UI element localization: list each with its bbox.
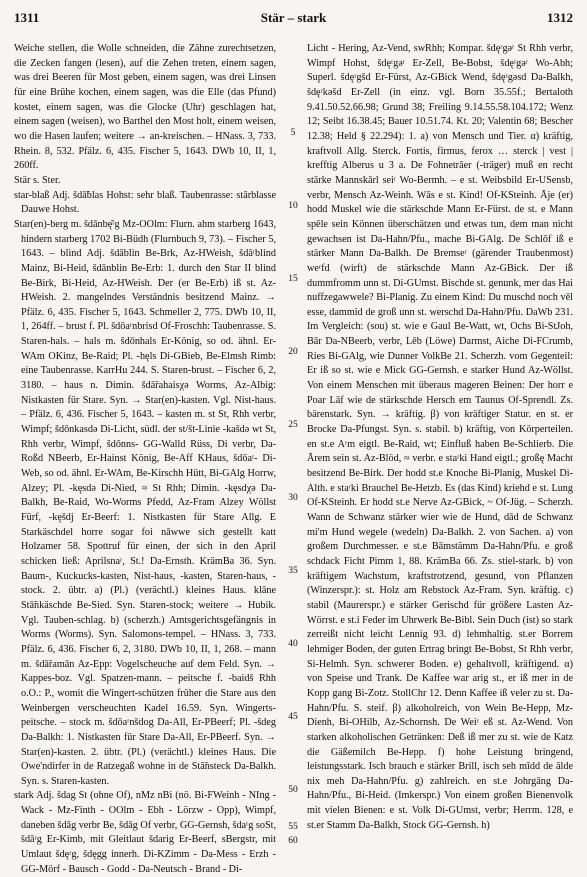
- column-left: [14, 42, 277, 875]
- line-number: 30: [288, 493, 298, 503]
- line-number: 40: [288, 639, 298, 649]
- page-number-left: 1311: [14, 10, 40, 25]
- entry-stark: stark Adj. šdag St (ohne Of), nMz nBi (nö. Bi-FWeinh - NIng - Wack - Mz-Finth - OOlm - Ebh - Lörzw - Opp), Wimpf, daneben šdāg verbr Be, šdāg Of verbr, GG-Gernsh, šdaʳg soSt, šdāʳg Er-Kimb, mit Gleitlaut šdarig Er-Beerf, sBergstr, mit Umlaut šdęʳg, šdęgg innerh. Di-KZimm - Da-Mess - Erzh - GG-Mörf - Bausch - Godd - Da-Neutsch - Brand - Di-: [14, 790, 277, 875]
- line-number: 55: [288, 822, 298, 832]
- entry-continuation: Weiche stellen, die Wolle schneiden, die Zähne zurechtsetzen, die Zecken fangen (lesen), auf die Zehen treten, einem sagen, was drei Beeren für Most geben, einem sagen, was drei Linsen für eine Brühe kochen, einem sagen, was die Elle (das Pfund) kostet, einem sagen, was die Glocke (Uhr) geschlagen hat, einem sagen (weisen), wo Barthel den Most holt, einem weisen, wo die Hasen laufen; weitere → an-kreischen. – HNass. 3, 733. Rhein. 8, 532. Pfälz. 6, 435. Fischer 5, 1643. DWb 10, II, 1, 260ff.: [14, 43, 276, 172]
- line-number: 15: [288, 274, 298, 284]
- entry-star-blass: star-blaß Adj. šdā̃blas Hohst: sehr blaß. Taubenrasse: stārblasse Dauwe Hohst.: [14, 189, 276, 216]
- line-number: 20: [288, 347, 298, 357]
- running-headword: Stär – stark: [260, 10, 327, 25]
- line-number: 45: [288, 712, 298, 722]
- page-header: [14, 10, 573, 30]
- line-number: 60: [288, 836, 298, 846]
- entry-stark-continuation: Licht - Hering, Az-Vend, swRhh; Kompar. šdęʳgəʳ St Rhh verbr, Wimpf Hohst, šdęʳgəʳ Er-Zell, Be-Bobst, šdęʳgəʳ Wo-Abh; Superl. šdęʳgšd Er-Fürst, Az-GBick Wend, šdęʳgəsd Da-Balkh, šdęʳkəšd Er-Zell (in einz. vgl. Born 35.55f.; Bertaloth 9.41.50.52.66.98; Grund 38; Freiling 9.14.55.58.104.172; Wenz 12; Seibt 16.38.45; Bauer 10.51.74. Kt. 20; Valentin 68; Bescher 12.38; Held § 22.294): 1. a) von Mensch und Tier. α) kräftig, kraftvoll Allg. Sterck. Fortis, firmus, ferox … sterck | vest | krefftig Alberus u 3 a. De Fohnetrāer (-träger) muß en recht stārke Mannskārl seiʳ Wo-Bermh. – e st. Weibsbild Er-USensb, verbr, Mensch Az-Weinh. Wās e st. Kind! Of-KSteinh. Āje (er) hodd Muskel wie die stärkschde Mann Er-Fürst. de st. e Mann spēle sein Können überschätzen und etwas tun, dem man nicht gewachsen ist Da-Hahn/Pfu., mache Bi-GAlg. De Schlōf iß e stärker Mann Da-Balkh. De Bremseʳ (gärender Traubenmost) weʳfd (wirft) de stärkschde Mann Az-GBick. Der iß dummfromm unn st. Di-GUmst. Bischde st. genunk, mer das Hai nuffzegawwele? Bi-Planig. Zu einem Kind: Du muschd noch vēl esse, dammid de groß unn st. werschd Da-Hahn/Pfu. DaWb 231. Im Vergleich: (sou) st. wie e Gaul Be-Watt, wt, Ochs Bi-StJoh, Bār Da-NBeerb, verbr, Lēb (Löwe) Darmst, Aiche Di-FCrumb, Ries Bi-GAlg, wie Dunner VolkBe 21. Scherzh. vom Gegenteil: Er iß so st. wie e Mick GG-Gernsh. e starker Hund Az-Wöllst. Von einem Menschen mit überaus mageren Beinen: Der horr e Poar Lāf wie de stärkschde Hersch em Taunus Of-Sprendl. Zs. bärenstark. Syn. → kräftig. β) von kräftiger Statur. en st. er Brocke Da-Pfungst. Syn. s. stabil. b) kräftig, von Körperteilen. en st.e Aʳm eigtl. Be-Raid, wt; Einfluß haben Be-Schlierb. Die Ārem sein st. Az-Blöd, ≈ verbr. e staʳki Hand eigtl.; großę Macht besitzend Be-Birk. Der hodd st.e Knoche Bi-Planig, Muskel Di-Alth. e staʳki Brauchel Be-Hetzb. Es (das Kind) kriehd e st. Lung Of-KSteinh. Er hodd st.e Nerve Az-GBick, ~ Of-Jüg. – Scherzh. Wann de Schwanz stärker wier wie de Hund, dād de Schwanz mi'm Hund wegele (wedeln) Da-Balkh. 2. von Sachen. a) von großem Durchmesser. e st.e Bāmstämm Da-Hahn/Pfu. e groß schdack Ficht Pimm 1, 88. KrämBa 66. Zs. stiel-stark. b) von kräftigem Wachstum, kraftstrotzend, gesund, von Pflanzen (Winzerspr.): st. Holz am Rebstock Az-Fram. Syn. kräftig. c) stabil (Maurerspr.) e stärker Gerischd für größere Lasten Az-Wörrst. e st.i Feder im Uhrwerk Be-Bibl. Sein Duch (ist) so stark zerreißt nicht leicht Lennig 93. d) lehmhaltig. st.er Borrem lehmiger Boden, der guten Ertrag bringt Be-Bobst, St Rhh verbr, Si-Helmh. Syn. schwerer Boden. e) gehaltvoll, kräftigend. α) von Speise und Trank. De Kaffee war arig st., er iß mer in de Kopp gang Bi-Zotz. StollChr 12. Denn Kaffee iß veler zu st. Da-Hahn/Pfu. S. steif. β) alkoholreich, von Wein Be-Hepp, Mz-Dienh, Bi-OHilb, Az-Schornsh. De Weiʳ eß st. Az-Wend. Von starken alkoholischen Getränken: Deß iß mer zu st. wie de Katz die Gäßemilch Be-Hepp. f) hohe Leistung bringend, leistungsstark. Isch brauch e stärker Brill, isch seh mīdd de ālde nix meh Da-Hahn/Pfu. g) zahlreich. en st.e Johrgāng Da-Hahn/Pfu., Bi-Heid. (Imkerspr.) Von einem großen Bienenvolk mit vielen Bienen: e st. Volk Di-GUmst, verbr; Herrm. 128, e st.er Stamm Da-Balkh, Stock GG-Gernsh. h): [307, 43, 573, 831]
- column-right: [307, 42, 573, 848]
- page-number-right: 1312: [547, 10, 573, 25]
- line-number: 50: [288, 785, 298, 795]
- entry-star: Stär s. Ster.: [14, 174, 61, 186]
- line-number: 10: [288, 201, 298, 211]
- line-number: 25: [288, 420, 298, 430]
- entry-star-compounds: Star(en)-berg m. šdānbę͂ʳg Mz-OOlm: Flurn. ahm starberg 1643, hindern starberg 1702 Bi-Büdh (Flurnbuch 9, 73). – Fischer 5, 1643. – blind Adj. šdāblin Be-Brk, Az-HWeish, šdāʳblind Mainz, Bi-Heid, šdānblin Be-Erb: 1. durch den Star II blind Be-Birk, Bi-Heid, Az-HWeish. Der (er Be-Erb) iß st. Az-HWeish. 2. mangelndes Verständnis besitzend Mainz. → Pfälz. 6, 435. Fischer 5, 1643. Schmeller 2, 775. DWb 10, II, 1, 264ff. – brust f. Pl. šdōaʳnbrisd Of-Froschh: Taubenrasse. S. Staren-hals. – hals m. šdōnhals Er-König, so od. ähnl. Er-WAm OKinz, Be-Raid; Pl. -hęls Di-GBieb, Be-Elmsh Rimb: eine Taubenrasse. KarrHu 244. S. Staren-brust. – Fischer 6, 2, 3180. – haus n. Dimin. šdā̃rahaisχə Worms, Az-Albig: Nistkasten für Stare. Syn. → Star(en)-kasten. Vgl. Nist-haus. – Pfälz. 6, 436. Fischer 5, 1643. – kasten m. st St, Rhh verbr, Wimpf; šdōnkasdə Di-Licht, südl. der st/št-Linie -kašdə wt St, Rhh verbr, Wimpf, šdōnns- GG-Walld Rüss, Di verbr, Da-Roßd NBeerb, Er-Hainst König, Be-Aff KHaus, šdōaʳ- Di-Web, so od. ähnl. Er-WAm, Be-Kirschh Hütt, Bi-GAlg Horrw, Alzey; Pl. -kęsdə Di-Nied, ≈ St Rhh; Dimin. -kęsdχə Da-Balkh, Be-Raid, Wo-Worms Pfedd, Az-Fram Alzey Wöllst Fürf, -kęšdj Er-Beerf: 1. Nistkasten für Stare Allg. E Starkäschdel horre sogar foi nāwwe sich gestellt katt Holzamer 58. Spottruf für einen, der sich in den April schicken ließ: Aprilsnaʳ, St.! Da-Ernsth. KrämBa 36. Syn. Baum-, Kuckucks-kasten, Nist-haus, -kasten, Staren-haus, -stock. 2. übtr. a) (Pl.) (verächtl.) kleines Haus. klāne Stā̃nkäschde Be-Sied. Syn. Staren-stock; weitere → Hubik. Vgl. Tauben-schlag. b) (scherzh.) Amtsgerichtsgefängnis in Worms (Worms). Syn. Salomons-tempel. – HNass. 3, 733. Pfälz. 6, 436. Fischer 6, 2, 3180. DWb 10, II, 1, 268. – mann m. šdā̃ramān Az-Epp: Vogelscheuche auf dem Feld. Syn. → Kappes-boz. Vgl. Spatzen-mann. – peitsche f. -baidš Rhh o.O.: P., womit die Wingert-schützen früher die Stare aus den Weinbergen verscheuchten Kadel 16.59. Syn. Wingerts-peitsche. – stock m. šdōaʳnšdog Da-All, Er-PBeerf; Pl. -šdeg Da-Balkh: 1. Nistkasten für Stare Da-All, Er-PBeerf. Syn. → Star(en)-kasten. 2. übtr. (Pl.) (verächtl.) kleines Haus. Die Owe'ndirfer in de Ratzegaß wohne in de Stā̃nsteck Da-Balkh. Syn. s. Staren-kasten.: [14, 218, 276, 787]
- line-number: 5: [290, 128, 296, 138]
- line-number: 35: [288, 566, 298, 576]
